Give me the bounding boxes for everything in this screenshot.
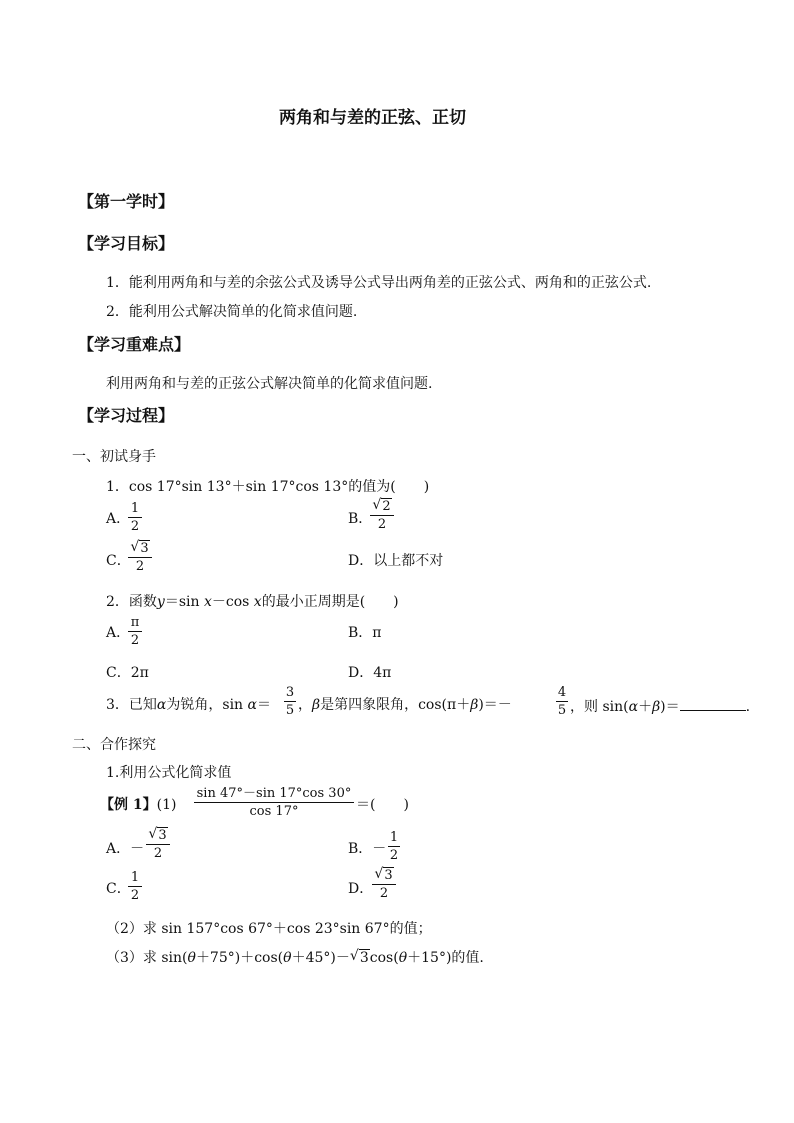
lesson-heading: 【第一学时】 [78, 192, 175, 211]
ex1-option-a-fraction: √ 3 2 [146, 829, 170, 860]
example-1-tail: ＝( ) [356, 797, 409, 813]
goal-1: 1．能利用两角和与差的余弦公式及诱导公式导出两角差的正弦公式、两角和的正弦公式. [106, 275, 652, 291]
example-1-part-3: （3）求 sin(θ＋75°)＋cos(θ＋45°)－√ 3cos(θ＋15°)的值. [106, 951, 484, 965]
q2-option-a-fraction: π 2 [128, 616, 142, 647]
q1-option-b-fraction: √ 2 2 [370, 500, 394, 531]
q1-option-b-label: B． [348, 511, 373, 527]
q1-option-a-fraction: 1 2 [128, 502, 142, 533]
ex1-option-b-label: B．－ [348, 841, 387, 857]
example-1-part-2: （2）求 sin 157°cos 67°＋cos 23°sin 67°的值； [106, 921, 432, 937]
ex1-option-c-fraction: 1 2 [128, 871, 142, 902]
q2-option-a-label: A． [106, 625, 131, 641]
q3-fraction-cos: 4 5 [557, 685, 567, 718]
goals-heading: 【学习目标】 [78, 234, 175, 253]
process-heading: 【学习过程】 [78, 406, 175, 425]
q2-option-d: D．4π [348, 665, 392, 681]
q1-option-c-label: C． [106, 553, 131, 569]
q1-option-c-fraction: √ 3 2 [128, 542, 152, 573]
key-heading: 【学习重难点】 [78, 335, 191, 354]
ex1-option-b-fraction: 1 2 [389, 830, 399, 863]
q3-part-1: 3．已知α为锐角，sin α＝ [106, 697, 271, 713]
page-title: 两角和与差的正弦、正切 [279, 108, 466, 128]
q1-option-d: D．以上都不对 [348, 553, 444, 569]
ex1-option-c-label: C． [106, 881, 131, 897]
q3-part-3: ，则 sin(α＋β)＝ . [570, 699, 751, 715]
q2-stem: 2．函数y＝sin x－cos x的最小正周期是( ) [106, 594, 399, 610]
q2-option-b: B．π [348, 625, 382, 641]
q2-option-c: C．2π [106, 665, 149, 681]
example-1-fraction: sin 47°－sin 17°cos 30° cos 17° [194, 787, 354, 818]
q1-stem: 1．cos 17°sin 13°＋sin 17°cos 13°的值为( ) [106, 479, 430, 495]
q3-fraction-sin: 3 5 [285, 685, 295, 718]
ex1-option-d-fraction: √ 3 2 [372, 869, 396, 900]
part2-heading: 二、合作探究 [72, 737, 156, 753]
q3-answer-blank [680, 698, 746, 711]
part1-heading: 一、初试身手 [72, 449, 156, 465]
example-1-label: 【例 1】(1) [100, 797, 177, 813]
ex1-option-d-label: D． [348, 881, 374, 897]
q3-part-2: ，β是第四象限角，cos(π＋β)＝－ [298, 697, 512, 713]
ex1-option-a-label: A．－ [106, 841, 145, 857]
goal-2: 2．能利用公式解决简单的化简求值问题. [106, 304, 358, 320]
key-text: 利用两角和与差的正弦公式解决简单的化简求值问题. [106, 376, 433, 392]
q1-option-a-label: A． [106, 511, 131, 527]
part2-subheading: 1.利用公式化简求值 [106, 765, 232, 781]
